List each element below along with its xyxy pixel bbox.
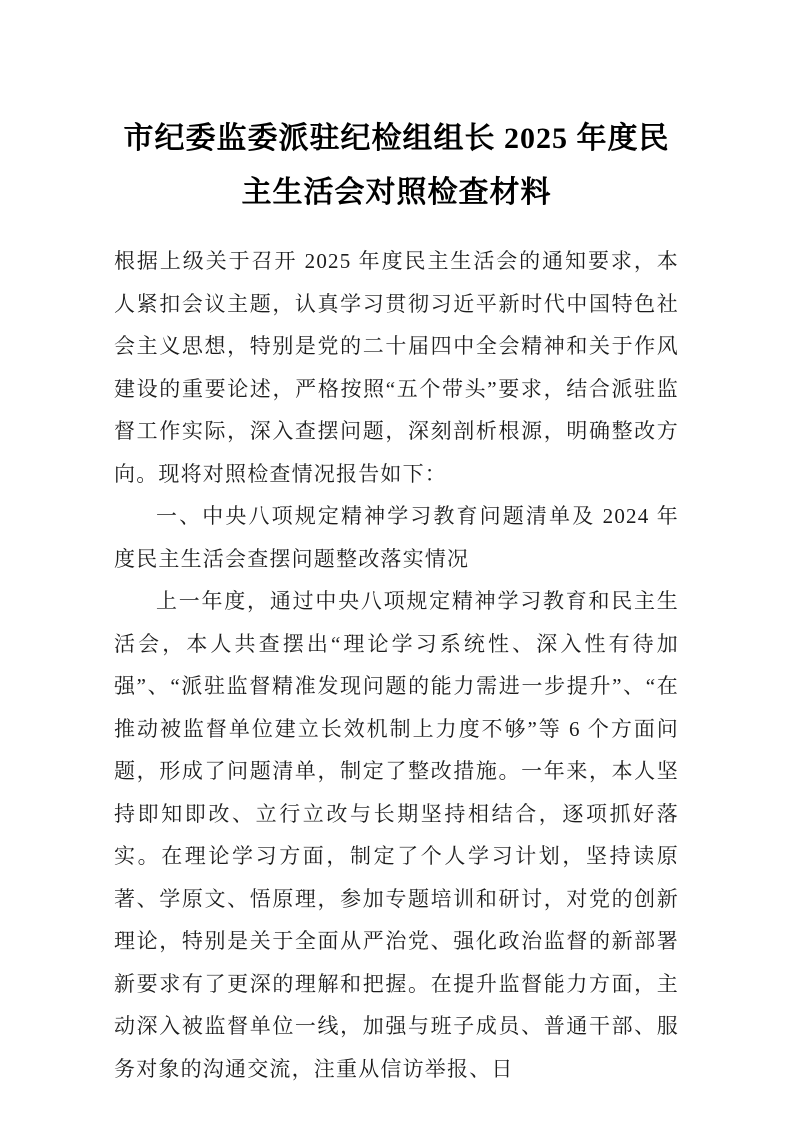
section-heading: 一、中央八项规定精神学习教育问题清单及 2024 年度民主生活会查摆问题整改落实情况: [114, 504, 679, 571]
document-title: 市纪委监委派驻纪检组组长 2025 年度民主生活会对照检查材料: [123, 122, 670, 209]
document-body: [114, 240, 679, 1090]
body-paragraph: 上一年度，通过中央八项规定精神学习教育和民主生活会，本人共查摆出“理论学习系统性、深入性有待加强”、“派驻监督精准发现问题的能力需进一步提升”、“在推动被监督单位建立长效机制上力度不够”等 6 个方面问题，形成了问题清单，制定了整改措施。一年来，本人坚持即知即改、立行立改与长期坚持相结合，逐项抓好落实。在理论学习方面，制定了个人学习计划，坚持读原著、学原文、悟原理，参加专题培训和研讨，对党的创新理论，特别是关于全面从严治党、强化政治监督的新部署新要求有了更深的理解和把握。在提升监督能力方面，主动深入被监督单位一线，加强与班子成员、普通干部、服务对象的沟通交流，注重从信访举报、日: [114, 589, 679, 1081]
body-paragraph: 根据上级关于召开 2025 年度民主生活会的通知要求，本人紧扣会议主题，认真学习贯彻习近平新时代中国特色社会主义思想，特别是党的二十届四中全会精神和关于作风建设的重要论述，严格按照“五个带头”要求，结合派驻监督工作实际，深入查摆问题，深刻剖析根源，明确整改方向。现将对照检查情况报告如下：: [114, 249, 679, 486]
